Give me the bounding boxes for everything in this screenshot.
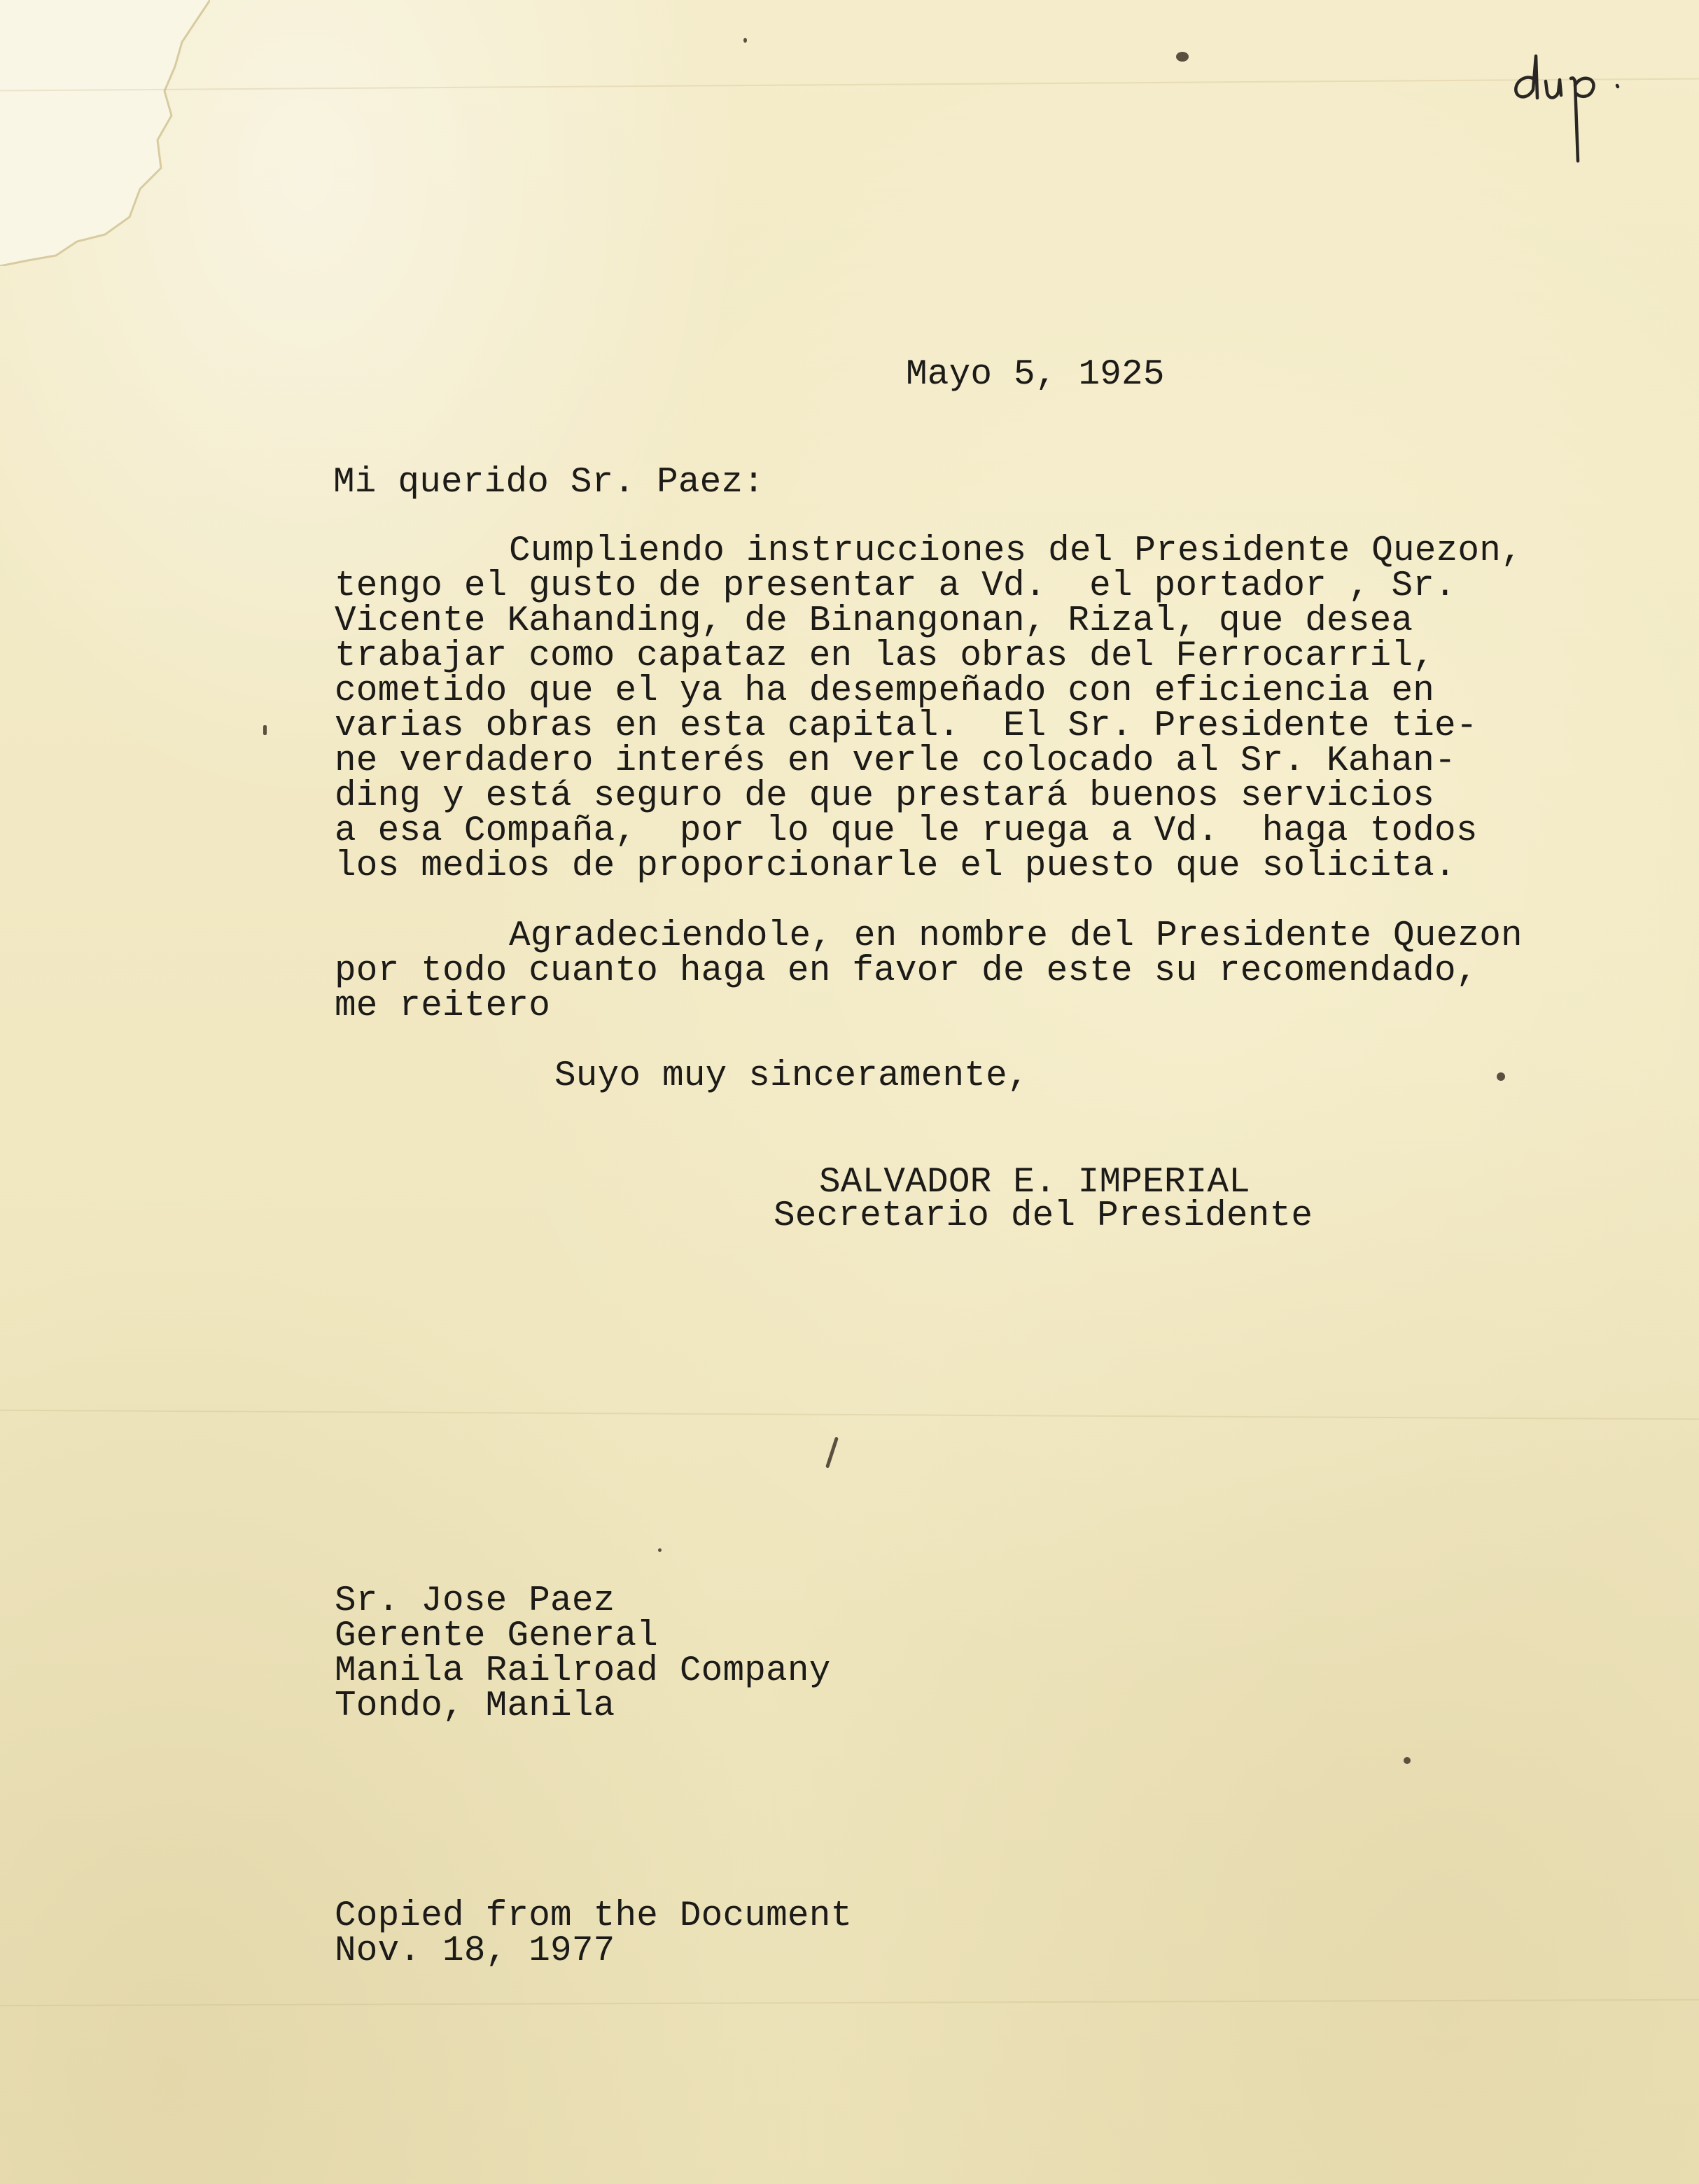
paper-speck	[263, 725, 267, 735]
handwritten-note	[1505, 49, 1631, 168]
paragraph-line: ne verdadero interés en verle colocado al Sr. Kahan-	[335, 741, 1456, 781]
paragraph-line: ding y está seguro de que prestará buenos servicios	[335, 776, 1435, 816]
paragraph-line: cometido que el ya ha desempeñado con eficiencia en	[335, 671, 1435, 711]
addressee-line: Sr. Jose Paez	[335, 1581, 615, 1621]
copy-note-line: Copied from the Document	[335, 1896, 853, 1936]
addressee-line: Tondo, Manila	[335, 1686, 615, 1726]
addressee-line: Manila Railroad Company	[335, 1651, 831, 1691]
paragraph-line: trabajar como capataz en las obras del Ferrocarril,	[335, 636, 1435, 676]
letter-date: Mayo 5, 1925	[906, 355, 1165, 395]
paper-speck	[658, 1548, 662, 1552]
paragraph-line: tengo el gusto de presentar a Vd. el portador , Sr.	[335, 566, 1456, 606]
signer-name: SALVADOR E. IMPERIAL	[819, 1163, 1251, 1203]
paragraph-line: a esa Compaña, por lo que le ruega a Vd. haga todos	[335, 811, 1478, 851]
copy-note-date: Nov. 18, 1977	[335, 1931, 615, 1971]
paragraph-line: los medios de proporcionarle el puesto que solicita.	[335, 846, 1456, 886]
paper-crease	[0, 78, 1699, 92]
signer-title: Secretario del Presidente	[774, 1196, 1313, 1236]
torn-corner	[0, 0, 210, 266]
paragraph-line: Agradeciendole, en nombre del Presidente Quezon	[509, 916, 1523, 956]
addressee-line: Gerente General	[335, 1616, 659, 1656]
closing: Suyo muy sinceramente,	[554, 1056, 1029, 1096]
paragraph-line: varias obras en esta capital. El Sr. Presidente tie-	[335, 706, 1478, 746]
salutation: Mi querido Sr. Paez:	[333, 463, 765, 503]
paper-speck	[1497, 1072, 1505, 1081]
paragraph-line: Cumpliendo instrucciones del Presidente Quezon,	[509, 531, 1523, 571]
paragraph-line: me reitero	[335, 986, 551, 1026]
paragraph-line: Vicente Kahanding, de Binangonan, Rizal, que desea	[335, 601, 1413, 641]
paper-speck	[743, 38, 747, 43]
paper-speck	[825, 1436, 839, 1468]
paper-speck	[1176, 52, 1189, 62]
paragraph-line: por todo cuanto haga en favor de este su recomendado,	[335, 951, 1478, 991]
paper-speck	[1404, 1757, 1411, 1764]
paper-crease	[0, 1999, 1699, 2006]
paper-crease	[0, 1410, 1699, 1420]
